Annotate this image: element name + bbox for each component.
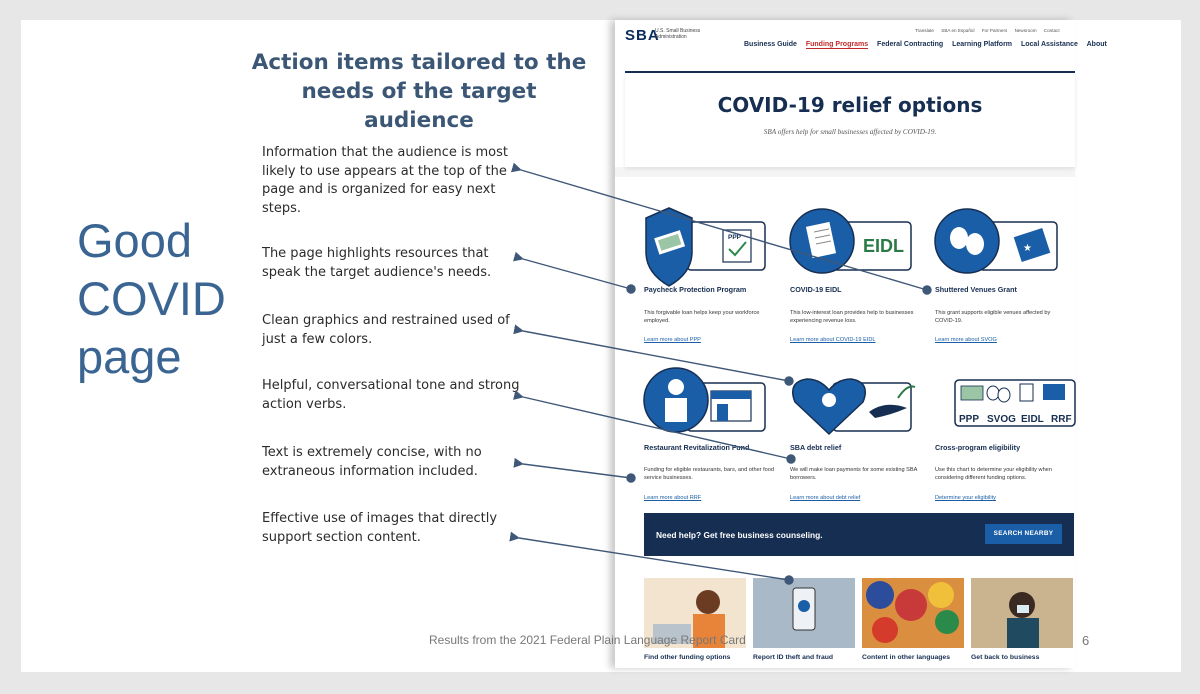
- card-link-cross-program: Determine your eligibility: [935, 495, 996, 501]
- slide-heading: Action items tailored to the needs of the target audience: [251, 50, 587, 133]
- sba-logo-subtitle: U.S. Small Business Administration: [655, 28, 701, 40]
- utility-link: SBA en Español: [941, 28, 975, 33]
- hero-title: COVID-19 relief options: [717, 93, 983, 117]
- page-number: 6: [1082, 633, 1090, 648]
- annotation-3: Clean graphics and restrained used of just a few colors.: [262, 313, 510, 347]
- arrow-dot-6: [785, 576, 793, 584]
- sba-logo: SBA: [625, 27, 660, 44]
- ppp-icon-label: PPP: [728, 234, 742, 241]
- arrow-dot-1: [923, 286, 931, 294]
- card-title-eidl: COVID-19 EIDL: [790, 285, 842, 294]
- arrow-3: [523, 331, 789, 381]
- arrow-5: [523, 464, 631, 478]
- card-link-eidl: Learn more about COVID-19 EIDL: [790, 337, 876, 343]
- arrow-4: [523, 397, 791, 459]
- search-nearby-button: SEARCH NEARBY: [985, 524, 1062, 544]
- card-title-rrf: Restaurant Revitalization Fund: [644, 443, 750, 452]
- slide-title-line: COVID: [77, 272, 226, 325]
- cross-label: SVOG: [987, 414, 1016, 425]
- arrow-2: [523, 259, 631, 289]
- nav-item-active: Funding Programs: [805, 41, 869, 48]
- card-title-debt-relief: SBA debt relief: [790, 443, 842, 452]
- card-link-svog: Learn more about SVOG: [935, 337, 997, 343]
- arrow-dot-3: [785, 377, 793, 385]
- photo-caption: Content in other languages: [862, 654, 950, 661]
- eidl-icon-label: EIDL: [863, 236, 905, 256]
- arrow-6: [519, 538, 789, 580]
- card-title-ppp: Paycheck Protection Program: [644, 285, 747, 294]
- slide-title-line: Good: [77, 214, 192, 267]
- card-text-debt-relief: We will make loan payments for some existing SBA borrowers.: [790, 467, 918, 481]
- cross-label: RRF: [1051, 414, 1072, 425]
- card-text-svog: This grant supports eligible venues affected by COVID-19.: [935, 310, 1051, 324]
- annotation-6: Effective use of images that directly support section content.: [262, 511, 498, 545]
- annotation-5: Text is extremely concise, with no extraneous information included.: [262, 445, 482, 479]
- slide-footer: Results from the 2021 Federal Plain Language Report Card: [429, 633, 746, 647]
- card-link-debt-relief: Learn more about debt relief: [790, 495, 861, 501]
- nav-item: Business Guide: [744, 41, 797, 48]
- hero-subtitle: SBA offers help for small businesses affected by COVID-19.: [763, 128, 937, 136]
- arrow-dot-2: [627, 285, 635, 293]
- photo-caption: Get back to business: [971, 654, 1040, 661]
- svg-text:★: ★: [1023, 243, 1032, 254]
- utility-link: Translate: [915, 28, 934, 33]
- annotation-2: The page highlights resources that speak the target audience's needs.: [262, 246, 492, 280]
- card-title-cross-program: Cross-program eligibility: [935, 443, 1021, 452]
- card-text-cross-program: Use this chart to determine your eligibility when considering different funding options.: [935, 467, 1052, 481]
- utility-link: Newsroom: [1014, 28, 1037, 33]
- annotation-1: Information that the audience is most likely to use appears at the top of the page and is organized for easy next steps.: [262, 145, 508, 216]
- utility-link: Contact: [1043, 28, 1060, 33]
- card-text-rrf: Funding for eligible restaurants, bars, and other food service businesses.: [644, 467, 774, 481]
- cross-label: EIDL: [1021, 414, 1044, 425]
- arrow-dot-4: [787, 455, 795, 463]
- nav-item: About: [1086, 41, 1107, 48]
- card-link-rrf: Learn more about RRF: [644, 495, 702, 501]
- nav-item: Learning Platform: [952, 41, 1013, 48]
- slide: [21, 20, 1181, 672]
- nav-item: Local Assistance: [1020, 41, 1078, 48]
- slide-title-line: page: [77, 330, 182, 383]
- nav-item: Federal Contracting: [877, 41, 944, 48]
- card-text-eidl: This low-interest loan provides help to businesses experiencing revenue loss.: [790, 310, 914, 324]
- banner-text: Need help? Get free business counseling.: [656, 530, 823, 540]
- card-title-svog: Shuttered Venues Grant: [935, 285, 1017, 294]
- card-link-ppp: Learn more about PPP: [644, 337, 701, 343]
- arrow-dot-5: [627, 474, 635, 482]
- annotation-arrows: [21, 20, 1181, 672]
- photo-caption: Find other funding options: [644, 654, 731, 661]
- cross-label: PPP: [959, 414, 980, 425]
- photo-caption: Report ID theft and fraud: [753, 654, 834, 661]
- arrow-1: [521, 170, 927, 290]
- card-text-ppp: This forgivable loan helps keep your workforce employed.: [644, 310, 760, 324]
- utility-link: For Partners: [981, 28, 1008, 33]
- annotation-4: Helpful, conversational tone and strong action verbs.: [262, 378, 520, 412]
